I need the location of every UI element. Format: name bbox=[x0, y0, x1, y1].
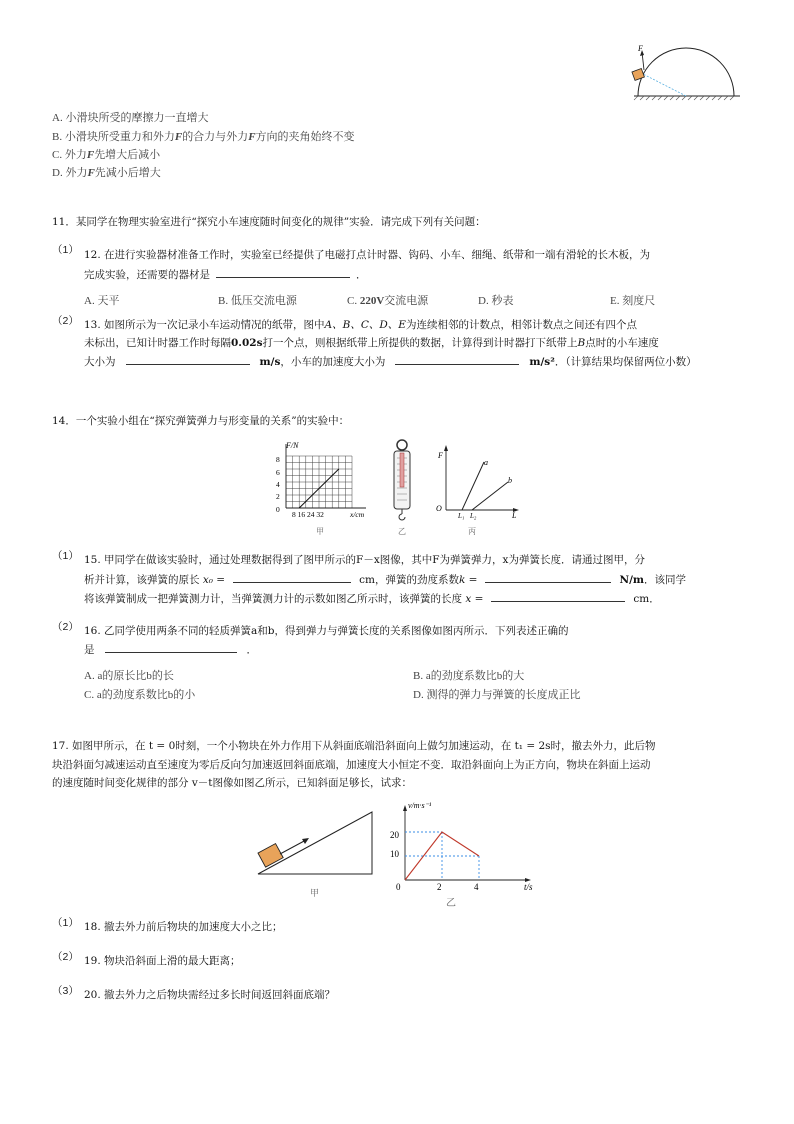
label-a: a bbox=[484, 458, 488, 467]
fx-xlabel: x/cm bbox=[350, 510, 365, 519]
q12-option-a: A. 天平 bbox=[84, 295, 120, 307]
hemisphere-figure bbox=[628, 40, 748, 102]
sub-index: （1） bbox=[52, 244, 79, 256]
sub-index: （1） bbox=[52, 917, 79, 929]
sub-index: （3） bbox=[52, 985, 79, 997]
sub-index: （2） bbox=[52, 951, 79, 963]
fx-ytick: 8 bbox=[276, 455, 280, 464]
q16-option-a: A. a的原长比b的长 bbox=[84, 670, 174, 682]
q16-line2: 是 ． bbox=[84, 640, 257, 660]
vt-ylabel: v/m·s⁻¹ bbox=[408, 801, 432, 810]
q17-line2: 块沿斜面匀减速运动直至速度为零后反向匀加速返回斜面底端，加速度大小恒定不变．取沿斜面向上为正方向，物块在斜面上运动 bbox=[52, 759, 651, 771]
fx-ytick: 0 bbox=[276, 505, 280, 514]
fl-ylabel: F bbox=[438, 451, 443, 460]
q12-option-b: B. 低压交流电源 bbox=[218, 295, 297, 307]
spring-fl-chart bbox=[432, 438, 522, 538]
vt-ytick-20: 20 bbox=[390, 830, 399, 840]
q12-line2: 完成实验，还需要的器材是 ． bbox=[84, 265, 367, 285]
fx-ylabel: F/N bbox=[286, 441, 299, 450]
q15-line2: 析并计算，该弹簧的原长 x₀ = cm，弹簧的劲度系数k = N/m．该同学 bbox=[84, 570, 686, 590]
label-b: b bbox=[508, 476, 512, 485]
q20-text: 20. 撤去外力之后物块需经过多长时间返回斜面底端？ bbox=[84, 989, 336, 1001]
q16-line1: 16. 乙同学使用两条不同的轻质弹簧a和b，得到弹力与弹簧长度的关系图像如图丙所示．下列表述正确的 bbox=[84, 625, 569, 637]
q13-line1: 13. 如图所示为一次记录小车运动情况的纸带，图中A、B、C、D、E为连续相邻的计数点，相邻计数点之间还有四个点 bbox=[84, 319, 637, 331]
q16-option-d: D. 测得的弹力与弹簧的长度成正比 bbox=[413, 689, 581, 701]
q15-line1: 15. 甲同学在做该实验时，通过处理数据得到了图甲所示的F－x图像，其中F为弹簧弹力，x为弹簧长度．请通过图甲，分 bbox=[84, 554, 645, 566]
q19-text: 19. 物块沿斜面上滑的最大距离； bbox=[84, 955, 241, 967]
line-b bbox=[472, 482, 508, 510]
vt-origin: 0 bbox=[396, 882, 401, 892]
vt-caption: 乙 bbox=[446, 898, 456, 908]
scale-caption: 乙 bbox=[398, 527, 406, 536]
q16-option-c: C. a的劲度系数比b的小 bbox=[84, 689, 196, 701]
vt-chart bbox=[388, 798, 548, 908]
q10-option-b: B. 小滑块所受重力和外力F的合力与外力F方向的夹角始终不变 bbox=[52, 131, 355, 143]
q10-option-a: A. 小滑块所受的摩擦力一直增大 bbox=[52, 112, 209, 124]
q15-line3: 将该弹簧制成一把弹簧测力计，当弹簧测力计的示数如图乙所示时，该弹簧的长度 x = cm． bbox=[84, 589, 660, 609]
fl-xlabel: L bbox=[512, 511, 517, 520]
q13-line3: 大小为 m/s，小车的加速度大小为 m/s²．（计算结果均保留两位小数） bbox=[84, 352, 697, 372]
vt-xtick-4: 4 bbox=[474, 882, 479, 892]
q16-option-b: B. a的劲度系数比b的大 bbox=[413, 670, 525, 682]
sub-index: （2） bbox=[52, 315, 79, 327]
q11-stem: 11．某同学在物理实验室进行“探究小车速度随时间变化的规律”实验．请完成下列有关问题： bbox=[52, 216, 486, 228]
q14-stem: 14．一个实验小组在“探究弹簧弹力与形变量的关系”的实验中： bbox=[52, 415, 350, 427]
vt-xlabel: t/s bbox=[524, 882, 533, 892]
q12-option-e: E. 刻度尺 bbox=[610, 295, 656, 307]
l2-label: L₂ bbox=[470, 512, 477, 520]
spring-fx-chart bbox=[266, 438, 376, 538]
fx-ytick: 4 bbox=[276, 480, 280, 489]
q12-option-c: C. 220V交流电源 bbox=[347, 295, 429, 307]
q12-line1: 12. 在进行实验器材准备工作时，实验室已经提供了电磁打点计时器、钩码、小车、细绳、纸带和一端有滑轮的长木板，为 bbox=[84, 249, 651, 261]
vt-ytick-10: 10 bbox=[390, 849, 399, 859]
sub-index: （2） bbox=[52, 621, 79, 633]
l1-label: L₁ bbox=[458, 512, 465, 520]
q13-line2: 未标出，已知计时器工作时每隔0.02s打一个点，则根据纸带上所提供的数据，计算得到计时器打下纸带上B点时的小车速度 bbox=[84, 337, 659, 349]
spring-scale-figure bbox=[388, 438, 418, 538]
q10-option-d: D. 外力F先减小后增大 bbox=[52, 167, 161, 179]
q17-line3: 的速度随时间变化规律的部分 v－t图像如图乙所示，已知斜面足够长，试求： bbox=[52, 777, 412, 789]
q18-text: 18. 撤去外力前后物块的加速度大小之比； bbox=[84, 921, 283, 933]
incline-caption: 甲 bbox=[310, 888, 320, 898]
q10-option-c: C. 外力F先增大后减小 bbox=[52, 149, 161, 161]
force-label: F bbox=[638, 44, 643, 53]
vt-xtick-2: 2 bbox=[437, 882, 442, 892]
q12-option-d: D. 秒表 bbox=[478, 295, 514, 307]
fx-ytick: 2 bbox=[276, 492, 280, 501]
fx-caption: 甲 bbox=[316, 527, 324, 536]
fx-xticks: 8 16 24 32 bbox=[292, 510, 324, 519]
q17-line1: 17. 如图甲所示，在 t = 0时刻，一个小物块在外力作用下从斜面底端沿斜面向上做匀加速运动，在 t₁ = 2s时，撤去外力，此后物 bbox=[52, 740, 656, 752]
sub-index: （1） bbox=[52, 550, 79, 562]
incline-figure bbox=[250, 808, 380, 900]
fl-caption: 丙 bbox=[468, 527, 476, 536]
origin-label: O bbox=[436, 504, 442, 513]
fx-ytick: 6 bbox=[276, 468, 280, 477]
